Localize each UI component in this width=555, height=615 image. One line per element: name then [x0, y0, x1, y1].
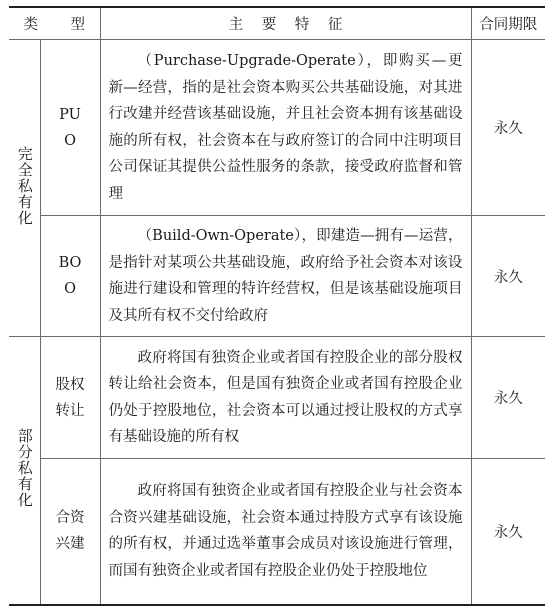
category-cell — [9, 40, 40, 337]
category-label: 部分私有化 — [15, 428, 34, 509]
feature-cell: 政府将国有独资企业或者国有控股企业的部分股权转让给社会资本，但是国有独资企业或者国有控股企业仍处于控股地位，社会资本可以通过授让股权的方式享有基础设施的所有权 — [100, 337, 471, 459]
header-features: 主 要 特 征 — [100, 7, 471, 40]
header-term: 合同期限 — [471, 7, 545, 40]
subtype-label: 股权转让 — [55, 376, 85, 419]
header-row — [9, 7, 545, 40]
privatization-types-table — [9, 6, 545, 606]
table-row — [9, 459, 545, 605]
term-cell: 永久 — [471, 40, 545, 216]
subtype-label: BOO — [58, 255, 82, 297]
table-row — [9, 216, 545, 337]
table-row — [9, 40, 545, 216]
term-cell: 永久 — [471, 459, 545, 605]
term-cell: 永久 — [471, 337, 545, 459]
subtype-cell — [40, 337, 100, 459]
category-label: 完全私有化 — [15, 146, 34, 226]
subtype-label: PUO — [59, 106, 81, 149]
table-row — [9, 337, 545, 459]
feature-cell: 政府将国有独资企业或者国有控股企业与社会资本合资兴建基础设施，社会资本通过持股方式享有该设施的所有权，并通过选举董事会成员对该设施进行管理，而国有独资企业或者国有控股企业仍处于控股地位 — [100, 459, 471, 605]
feature-cell: （Purchase-Upgrade-Operate），即购买—更新—经营，指的是社会资本购买公共基础设施，对其进行改建并经营该基础设施，并且社会资本拥有该基础设施的所有权，社会资本在与政府签订的合同中注明项目公司保证其提供公益性服务的条款，接受政府监督和管理 — [100, 40, 471, 216]
subtype-cell — [40, 216, 100, 337]
feature-cell: （Build-Own-Operate），即建造—拥有—运营，是指针对某项公共基础设施，政府给予社会资本对该设施进行建设和管理的特许经营权，但是该基础设施项目及其所有权不交付给政府 — [100, 216, 471, 337]
header-type: 类 型 — [9, 7, 100, 40]
category-cell — [9, 337, 40, 605]
subtype-label: 合资兴建 — [55, 510, 85, 553]
subtype-cell — [40, 459, 100, 605]
subtype-cell — [40, 40, 100, 216]
term-cell: 永久 — [471, 216, 545, 337]
